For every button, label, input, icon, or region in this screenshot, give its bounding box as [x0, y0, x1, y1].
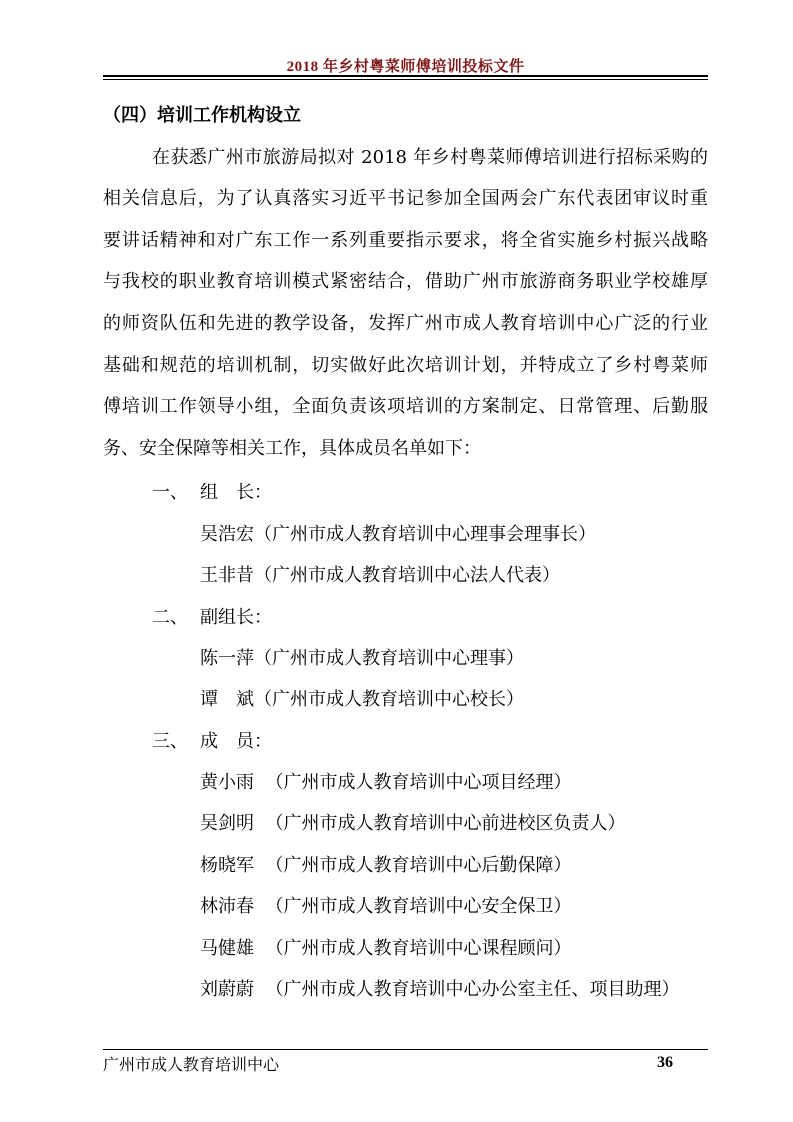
paragraph-line: 与我校的职业教育培训模式紧密结合，借助广州市旅游商务职业学校雄厚: [103, 271, 708, 293]
paragraph-line: 要讲话精神和对广东工作一系列重要指示要求，将全省实施乡村振兴战略: [103, 229, 708, 251]
member-entry: 刘蔚蔚 （广州市成人教育培训中心办公室主任、项目助理）: [200, 979, 680, 1001]
intro-paragraph: [103, 137, 708, 470]
footer-rule: [103, 1049, 708, 1050]
footer-organization: 广州市成人教育培训中心: [103, 1055, 280, 1074]
group-label: 组 长：: [200, 482, 272, 504]
paragraph-line: 在获悉广州市旅游局拟对 2018 年乡村粤菜师傅培训进行招标采购的: [152, 146, 708, 168]
member-entry: 林沛春 （广州市成人教育培训中心安全保卫）: [200, 896, 572, 918]
paragraph-line: 的师资队伍和先进的教学设备，发挥广州市成人教育培训中心广泛的行业: [103, 312, 708, 334]
member-entry: 谭 斌（广州市成人教育培训中心校长）: [200, 689, 524, 711]
group-number: 二、: [152, 606, 188, 628]
group-heading-members: [103, 721, 708, 762]
group-number: 三、: [152, 730, 188, 752]
paragraph-line: 相关信息后，为了认真落实习近平书记参加全国两会广东代表团审议时重: [103, 188, 708, 210]
member-entry: 吴剑明 （广州市成人教育培训中心前进校区负责人）: [200, 813, 626, 835]
page-number: 36: [657, 1054, 673, 1071]
paragraph-line: 基础和规范的培训机制，切实做好此次培训计划，并特成立了乡村粤菜师: [103, 354, 708, 376]
member-entry: 吴浩宏（广州市成人教育培训中心理事会理事长）: [200, 523, 596, 545]
member-entry: 王非昔（广州市成人教育培训中心法人代表）: [200, 565, 560, 587]
paragraph-line: 傅培训工作领导小组，全面负责该项培训的方案制定、日常管理、后勤服: [103, 396, 708, 418]
member-entry: 黄小雨 （广州市成人教育培训中心项目经理）: [200, 772, 572, 794]
section-heading: （四）培训工作机构设立: [103, 105, 301, 126]
member-entry: 杨晓军 （广州市成人教育培训中心后勤保障）: [200, 854, 572, 876]
member-entry: 陈一萍（广州市成人教育培训中心理事）: [200, 647, 524, 669]
list-item: [103, 762, 708, 803]
list-item: [103, 638, 708, 679]
list-item: [103, 555, 708, 596]
group-label: 副组长：: [200, 606, 272, 628]
list-item: [103, 928, 708, 969]
list-item: [103, 803, 708, 844]
header-rule-thin: [103, 79, 708, 80]
member-entry: 马健雄 （广州市成人教育培训中心课程顾问）: [200, 937, 572, 959]
group-heading-leader: [103, 472, 708, 513]
body-content: [103, 95, 708, 1010]
group-heading-deputy: [103, 597, 708, 638]
list-item: [103, 969, 708, 1010]
group-number: 一、: [152, 482, 188, 504]
list-item: [103, 845, 708, 886]
header-title: 2018 年乡村粤菜师傅培训投标文件: [286, 59, 525, 75]
paragraph-line: 务、安全保障等相关工作，具体成员名单如下：: [103, 437, 481, 459]
member-list: [103, 472, 708, 1010]
list-item: [103, 514, 708, 555]
group-label: 成 员：: [200, 730, 272, 752]
list-item: [103, 679, 708, 720]
header-rule: [103, 75, 708, 77]
list-item: [103, 886, 708, 927]
